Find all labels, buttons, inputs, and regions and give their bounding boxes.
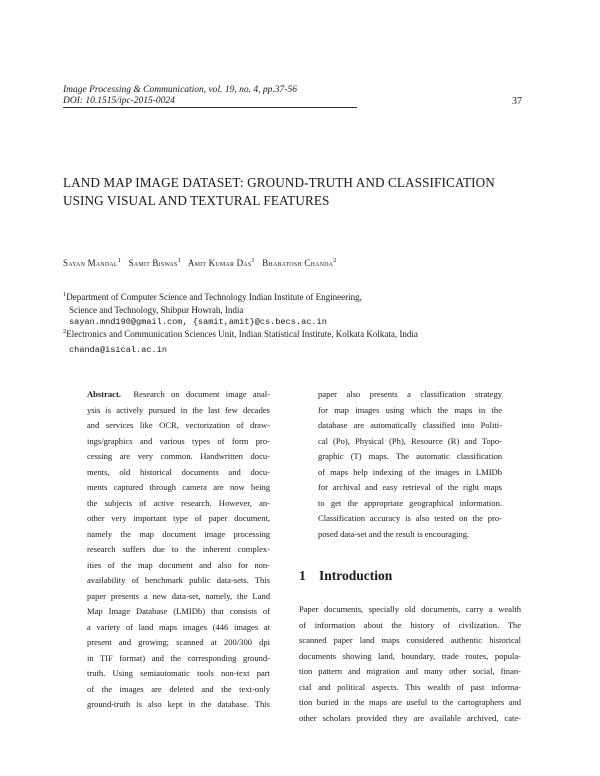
author-sup: 1 (251, 257, 255, 264)
abstract-line: cal (Po), Physical (Ph), Resource (R) and Topo- (318, 435, 502, 446)
author-name: Sayan Mandal (63, 258, 118, 268)
abstract-line: graphic (T) maps. The automatic classification (318, 451, 502, 461)
author-name: Amit Kumar Das (187, 258, 252, 268)
abstract-line: cessing are very common. Handwritten docu- (87, 451, 270, 461)
abstract-label: Abstract. (87, 389, 121, 399)
affiliation-line: Science and Technology, Shibpur Howrah, India (69, 304, 244, 315)
abstract-right-column (318, 387, 502, 542)
abstract-line: of maps help indexing of the images in LMIDb (318, 466, 502, 477)
abstract-line: ities of the map document and also for non- (87, 559, 270, 570)
affiliation-line: Department of Computer Science and Technology Indian Institute of Engineering, (66, 292, 362, 302)
author-list (63, 257, 543, 268)
journal-header (63, 85, 297, 107)
abstract-line: paper presents a new data-set, namely, the Land (87, 590, 270, 601)
section-heading (299, 568, 392, 584)
abstract-line: truth. Using semiautomatic tools non-text part (87, 668, 270, 678)
abstract-line: and services like OCR, vectorization of draw- (87, 420, 270, 430)
abstract-line: for archival and easy retrieval of the right maps (318, 482, 502, 492)
affiliation-2 (63, 326, 543, 341)
intro-line: documents showing land, boundary, trade routes, popula- (299, 650, 521, 661)
intro-line: tion buried in the maps are useful to the cartographers and (299, 697, 521, 707)
abstract-line: in TIF format) and the corresponding ground- (87, 652, 270, 663)
abstract-line: Map Image Database (LMIDb) that consists of (87, 606, 270, 616)
abstract-line: ments captured through camera are now being (87, 482, 270, 492)
header-rule (63, 107, 357, 108)
affiliation-1 (63, 289, 543, 329)
doi: DOI: 10.1515/ipc-2015-0024 (63, 96, 175, 106)
abstract-line: for map images using which the maps in the (318, 404, 502, 415)
abstract-line: present and growing; scanned at 200/300 dpi (87, 637, 270, 647)
author-sup: 1 (117, 257, 122, 264)
abstract-line: to get the appropriate geographical information. (318, 497, 502, 508)
title-line-1: LAND MAP IMAGE DATASET: GROUND-TRUTH AND CLASSIFICATION (63, 175, 495, 190)
section-title: Introduction (319, 568, 393, 583)
title-line-2: USING VISUAL AND TEXTURAL FEATURES (63, 193, 330, 208)
email-link[interactable]: sayan.mnd190@gmail.com, {samit,amit}@cs.becs.ac.in (69, 317, 327, 327)
section-number: 1 (299, 568, 306, 583)
affiliation-sup: 1 (63, 291, 67, 298)
abstract-line: other very important type of paper document, (87, 513, 270, 523)
page-number: 37 (512, 96, 522, 107)
abstract-line: Classification accuracy is also tested on the pro- (318, 513, 502, 523)
abstract-line: paper also presents a classification strategy (318, 389, 502, 399)
abstract-line: ground-truth is also kept in the database. This (87, 699, 270, 709)
paper-title (63, 174, 543, 210)
abstract-line: posed data-set and the result is encouraging. (318, 528, 470, 539)
abstract-line: namely the map document image processing (87, 528, 270, 539)
journal-citation: Image Processing & Communication, vol. 19, no. 4, pp.37-56 (63, 85, 297, 95)
abstract-left-column (87, 387, 270, 713)
intro-line: tion pattern and migration and many other social, finan- (299, 666, 521, 676)
abstract-line: of the images are deleted and the text-only (87, 683, 270, 694)
email-link[interactable]: chanda@isical.ac.in (69, 345, 167, 355)
abstract-line: research suffers due to the inherent complex- (87, 544, 270, 554)
abstract-line: availability of benchmark public data-sets. This (87, 575, 270, 585)
abstract-line: a variety of land maps images (446 images at (87, 621, 270, 632)
abstract-line: ments, old historical documents and docu- (87, 466, 270, 477)
abstract-line: ings/graphics and various types of form pro- (87, 435, 270, 446)
intro-line: other scholars provided they are available archived, cate- (299, 712, 521, 723)
author-sup: 2 (333, 257, 337, 264)
abstract-line: Abstract. Research on document image anal- (87, 389, 270, 399)
abstract-line: database are automatically classified into Politi- (318, 420, 502, 430)
author-sup: 1 (177, 257, 182, 264)
abstract-line: the subjects of active research. However, an- (87, 497, 270, 508)
intro-line: of information about the history of civilization. The (299, 619, 521, 630)
affiliation-line: Electronics and Communication Sciences Unit, Indian Statistical Institute, Kolkata Kolkata, India (66, 329, 418, 339)
author-name: Bhabatosh Chanda (262, 258, 334, 268)
affiliation-sup: 2 (63, 328, 67, 335)
intro-line: cial and political aspects. This wealth of past informa- (299, 681, 521, 692)
abstract-line: ysis is actively pursued in the last few decades (87, 404, 270, 415)
intro-line: scanned paper land maps considered authentic historical (299, 635, 521, 645)
intro-line: Paper documents, specially old documents, carry a wealth (299, 604, 521, 614)
author-name: Samit Biswas (128, 258, 178, 268)
intro-paragraph (299, 602, 521, 726)
